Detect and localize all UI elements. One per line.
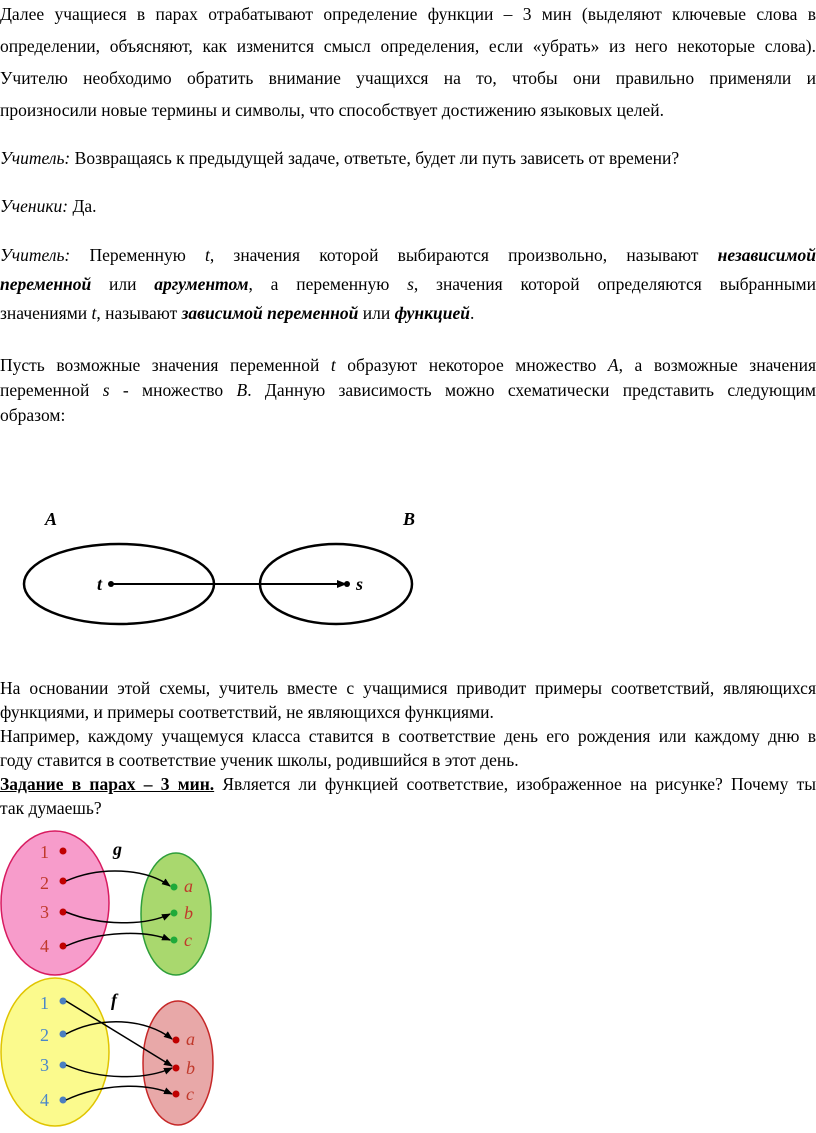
codomain-f-c: c [186, 1084, 194, 1104]
def-text: или [91, 274, 155, 294]
codomain-point-g-c [171, 937, 178, 944]
examples-line-2: функциями, и примеры соответствий, не являющихся функциями. [0, 702, 494, 722]
label-point-t: t [97, 574, 103, 594]
term-independent: независимой [717, 245, 816, 265]
students-answer [0, 194, 816, 218]
domain-point-f-2 [60, 1031, 67, 1038]
examples-line-3: Например, каждому учащемуся класса ставится в соответствие день его рождения или каждому дню в [0, 726, 816, 746]
point-s [344, 581, 350, 587]
speaker-students: Ученики: [0, 196, 69, 216]
codomain-point-g-a [171, 884, 178, 891]
definition-line-3 [0, 299, 816, 328]
mapping-diagram-g [0, 830, 816, 980]
var-t: t [330, 355, 336, 375]
domain-point-g-3 [60, 909, 67, 916]
codomain-point-f-c [173, 1091, 180, 1098]
examples-line-1: На основании этой схемы, учитель вместе с учащимися приводит примеры соответствий, являющихся [0, 678, 816, 698]
codomain-f-b: b [186, 1058, 195, 1078]
mapping-diagram-f [0, 976, 816, 1131]
sets-text: - множество [109, 380, 237, 400]
domain-g-1: 1 [40, 842, 49, 862]
codomain-point-g-b [171, 910, 178, 917]
sets-paragraph [0, 353, 816, 428]
teacher-question [0, 146, 816, 170]
domain-f-4: 4 [40, 1090, 49, 1110]
var-t: t [204, 245, 210, 265]
codomain-point-f-b [173, 1065, 180, 1072]
speaker-teacher: Учитель: [0, 148, 71, 168]
sets-line-3: образом: [0, 405, 66, 425]
teacher-question-text: Возвращаясь к предыдущей задаче, ответьте, будет ли путь зависеть от времени? [70, 148, 680, 168]
sets-text: переменной [0, 380, 103, 400]
domain-f-2: 2 [40, 1025, 49, 1045]
function-scheme-diagram [0, 500, 816, 640]
var-s: s [407, 274, 414, 294]
sets-line-1 [0, 353, 816, 378]
def-text: . [469, 303, 475, 323]
domain-point-g-4 [60, 943, 67, 950]
label-set-A: A [45, 509, 58, 529]
domain-g-2: 2 [40, 873, 49, 893]
codomain-g-b: b [184, 903, 193, 923]
sets-text: . Данную зависимость можно схематически представить следующим [247, 380, 816, 400]
label-point-s: s [356, 574, 364, 594]
domain-g-3: 3 [40, 902, 49, 922]
definition-line-2 [0, 270, 816, 299]
def-text: значениями [0, 303, 92, 323]
term-variable: переменной [0, 274, 92, 294]
domain-point-g-1 [60, 848, 67, 855]
codomain-g-c: c [184, 930, 192, 950]
def-text: , называют [96, 303, 182, 323]
intro-line-2: определении, объясняют, как изменится смысл определения, если «убрать» из него некоторые слова). [0, 36, 816, 56]
label-set-B: B [403, 509, 416, 529]
domain-g-4: 4 [40, 936, 49, 956]
codomain-point-f-a [173, 1037, 180, 1044]
intro-line-1: Далее учащиеся в парах отрабатывают определение функции – 3 мин (выделяют ключевые слова в [0, 4, 816, 24]
function-name-f: f [111, 990, 117, 1010]
domain-ellipse-g [1, 831, 109, 975]
domain-f-1: 1 [40, 993, 49, 1013]
def-text: , значения которой выбираются произвольно, называют [209, 245, 718, 265]
examples-paragraph [0, 676, 816, 772]
domain-point-g-2 [60, 878, 67, 885]
codomain-g-a: a [184, 876, 193, 896]
intro-paragraph [0, 0, 816, 126]
definition-paragraph [0, 241, 816, 328]
examples-line-4: году ставится в соответствие ученик школы, родившийся в этот день. [0, 750, 519, 770]
sets-line-2 [0, 378, 816, 403]
students-answer-text: Да. [68, 196, 97, 216]
task-text: Является ли функцией соответствие, изображенное на рисунке? Почему ты [214, 774, 816, 794]
intro-line-4: произносили новые термины и символы, что способствует достижению языковых целей. [0, 100, 665, 120]
domain-point-f-1 [60, 998, 67, 1005]
set-A: A [607, 355, 619, 375]
def-text: или [358, 303, 395, 323]
term-dependent: зависимой переменной [181, 303, 359, 323]
sets-text: образуют некоторое множество [335, 355, 608, 375]
domain-f-3: 3 [40, 1055, 49, 1075]
sets-text: , а возможные значения [618, 355, 816, 375]
var-s: s [102, 380, 110, 400]
speaker-teacher-2: Учитель: [0, 245, 71, 265]
codomain-ellipse-f [143, 1001, 213, 1125]
domain-ellipse-f [1, 978, 109, 1126]
point-t [108, 581, 114, 587]
intro-line-3: Учителю необходимо обратить внимание учащихся на то, чтобы они правильно применяли и [0, 68, 816, 88]
task-title: Задание в парах – 3 мин. [0, 774, 215, 794]
task-paragraph [0, 772, 816, 820]
task-line-1 [0, 772, 816, 796]
set-B: B [236, 380, 248, 400]
def-text: Переменную [70, 245, 205, 265]
var-t: t [91, 303, 97, 323]
def-text: , а переменную [248, 274, 408, 294]
term-function: функцией [394, 303, 470, 323]
sets-text: Пусть возможные значения переменной [0, 355, 331, 375]
def-text: , значения которой определяются выбранными [413, 274, 816, 294]
task-line-2: так думаешь? [0, 798, 102, 818]
term-argument: аргументом [154, 274, 249, 294]
domain-point-f-3 [60, 1062, 67, 1069]
definition-line-1 [0, 241, 816, 270]
function-name-g: g [113, 839, 122, 859]
domain-point-f-4 [60, 1097, 67, 1104]
codomain-f-a: a [186, 1029, 195, 1049]
